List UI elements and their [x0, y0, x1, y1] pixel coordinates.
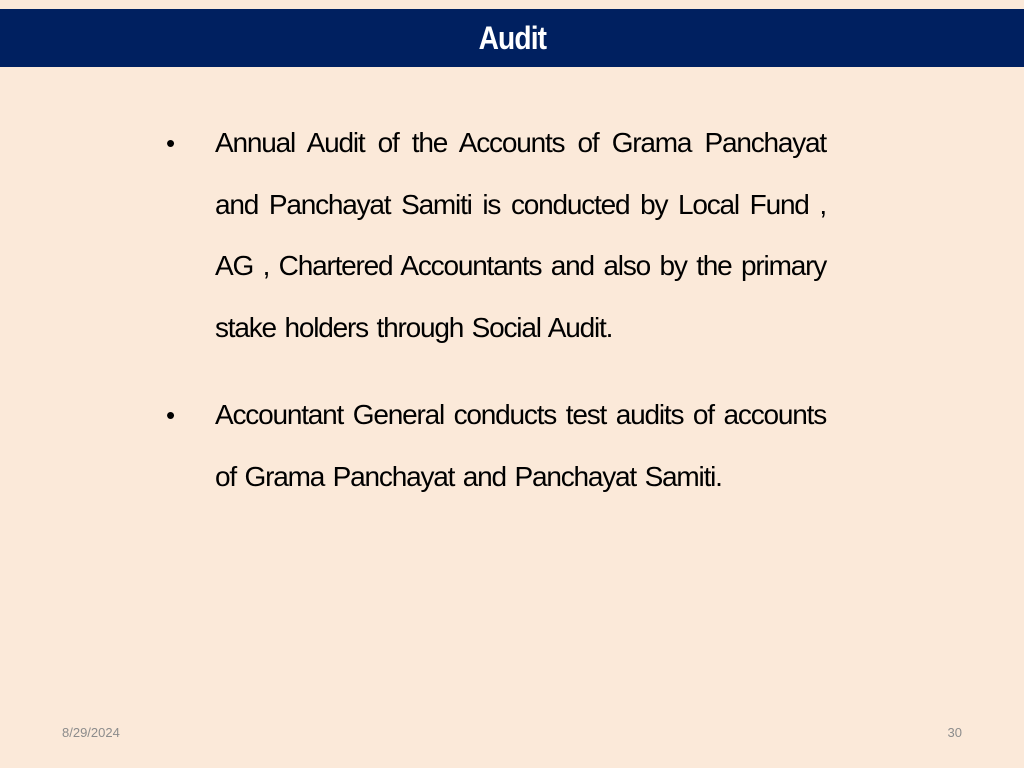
slide-title: Audit — [478, 19, 546, 56]
bullet-item — [160, 384, 826, 507]
slide-content — [160, 112, 826, 533]
bullet-icon: • — [166, 128, 176, 158]
footer-date: 8/29/2024 — [62, 725, 120, 740]
bullet-text: Accountant General conducts test audits of accounts of Grama Panchayat and Panchayat Samiti. — [215, 399, 826, 492]
title-bar — [0, 9, 1024, 67]
bullet-text: Annual Audit of the Accounts of Grama Panchayat and Panchayat Samiti is conducted by Local Fund , AG , Chartered Accountants and also by the primary stake holders through Social Audit. — [215, 127, 826, 343]
footer-page-number: 30 — [947, 725, 962, 740]
top-strip — [0, 0, 1024, 9]
bullet-item — [160, 112, 826, 358]
bullet-icon: • — [166, 400, 176, 430]
